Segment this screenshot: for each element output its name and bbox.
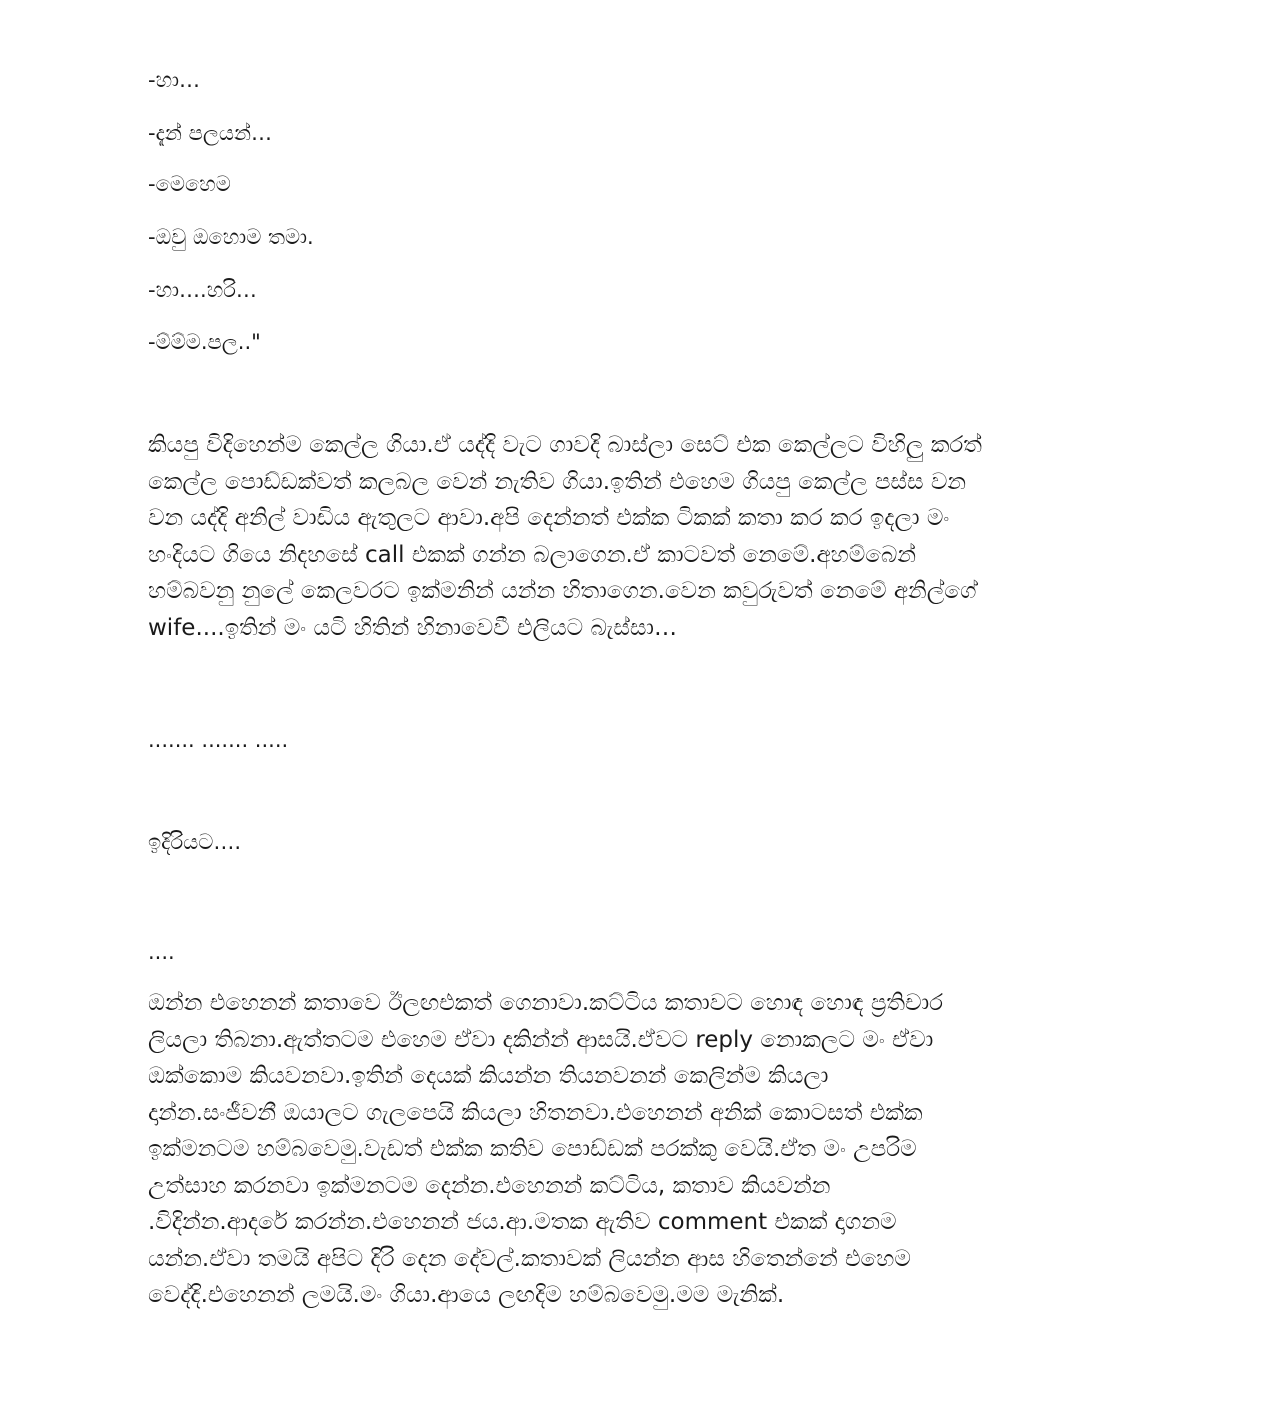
author-note-paragraph (148, 985, 1138, 1314)
paragraph-line: .විදින්න.ආදරේ කරන්න.එහෙනන් ජය.ආ.මතක ඇතිව comment එකක් දාගනම (148, 1209, 897, 1235)
dialogue-line: -හා….හරි… (148, 278, 257, 302)
paragraph-line: හංදියට ගියෙ නිදහසේ call එකක් ගන්න බලාගෙන.ඒ කාටවත් නෙමේ.අහම්බෙන් (148, 541, 917, 568)
paragraph-line: wife....ඉතින් මං යටි හිතින් හිනාවෙවී එලියට බැස්සා… (148, 614, 677, 641)
section-separator: ....... ....... ..... (148, 728, 289, 752)
paragraph-line: කෙල්ල පොඩ්ඩක්වත් කලබල වෙන් නැතිව ගියා.ඉතින් එහෙම ගියපු කෙල්ල පස්ස වන (148, 468, 967, 495)
dialogue-line: -ම්ම්ම.පල.." (148, 330, 261, 354)
paragraph-line: ලියලා තිබනා.ඇත්තටම එහෙම ඒවා දකින්න් ආසයි.ඒවට reply නොකලට මං ඒවා (148, 1026, 934, 1053)
paragraph-line: වන යද්දි අනිල් වාඩිය ඇතුලට ආවා.අපි දෙන්නත් එක්ක ටිකක් කතා කර කර ඉදලා මං (148, 505, 950, 531)
paragraph-line: වෙද්දි.එහෙනන් ලමයි.මං ගියා.ආයෙ ලඟදිම හම්බවෙමු.මම මැනික්. (148, 1282, 785, 1308)
paragraph-line: ඉක්මනටම හම්බවෙමු.වැඩත් එක්ක කතිව පොඩ්ඩක් පරක්කු වෙයි.ඒත මං උපරිම (148, 1136, 917, 1162)
story-paragraph (148, 427, 1138, 646)
dialogue-line: -හා… (148, 68, 201, 92)
paragraph-line: යන්න.ඒවා තමයි අපිට දිරි දෙන දේවල්.කතාවක් ලියන්න ආස හිතෙන්නේ එහෙම (148, 1245, 911, 1272)
dialogue-line: -දැන් පලයන්… (148, 121, 273, 145)
paragraph-line: ඔන්න එහෙනන් කතාවෙ ඊලඟඑකත් ගෙනාවා.කට්ටිය කතාවට හොඳ හොඳ ප්‍රතිචාර (148, 990, 944, 1016)
paragraph-line: කියපු විදිහෙන්ම කෙල්ල ගියා.ඒ යද්දි වැට ගාවදි බාස්ලා සෙට් එක කෙල්ලට විහිලු කරත් (148, 432, 982, 458)
to-be-continued: ඉදිරියට…. (148, 830, 242, 854)
paragraph-line: ඔක්කොම කියවනවා.ඉතින් දෙයක් කියන්න තියනවනන් කෙලින්ම කියලා (148, 1063, 829, 1089)
paragraph-line: හම්බවනු නුලේ කෙලවරට ඉක්මනින් යන්න හිතාගෙන.වෙන කවුරුවත් නෙමේ අනිල්ගේ (148, 578, 977, 604)
dots-separator: .... (148, 940, 175, 964)
paragraph-line: දාන්න.සංජීවනී ඔයාලට ගැලපෙයි කියලා හිතනවා.එහෙනන් අනික් කොටසත් එක්ක (148, 1099, 923, 1126)
dialogue-line: -මෙහෙම (148, 172, 231, 196)
paragraph-line: උත්සාහ කරනවා ඉක්මනටම දෙන්න.එහෙනන් කට්ටිය, කතාව කියවන්න (148, 1172, 831, 1199)
dialogue-line: -ඔවු ඔහොම තමා. (148, 225, 314, 249)
